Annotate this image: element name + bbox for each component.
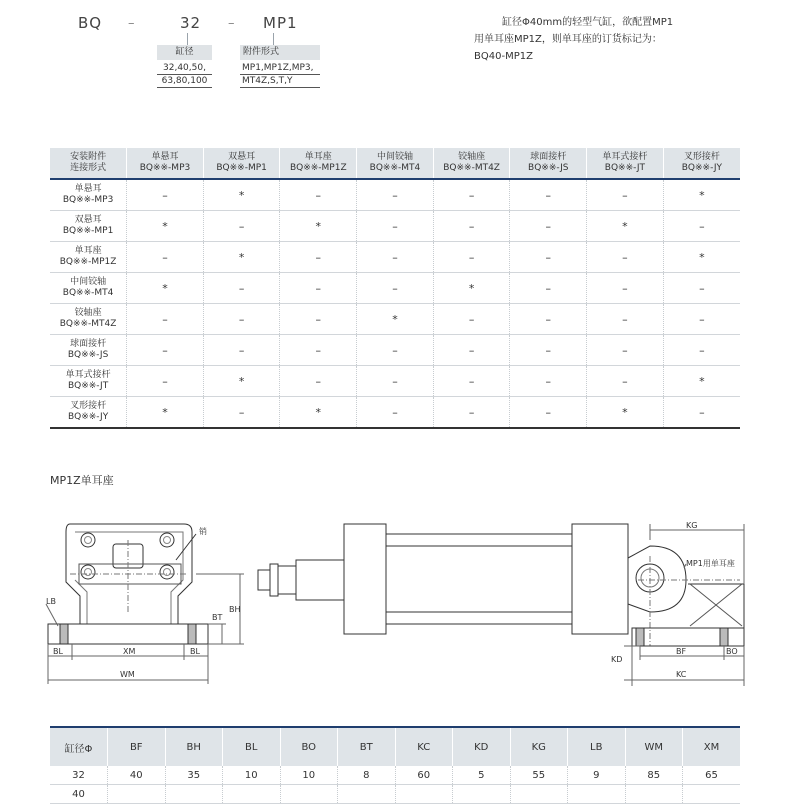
dims-cell: 85	[625, 766, 683, 785]
compat-cell: –	[663, 304, 740, 335]
bore-cell: 32	[50, 766, 108, 785]
dims-cell: 10	[223, 766, 281, 785]
bolt-hole	[160, 565, 174, 579]
rod-nut-flange	[270, 564, 278, 596]
side-view	[258, 521, 744, 686]
bolt-hole	[160, 533, 174, 547]
compat-cell: –	[127, 179, 204, 211]
dim-label-kg: KG	[686, 521, 698, 530]
pin-label: 销	[199, 527, 207, 536]
compat-cell: –	[357, 397, 434, 429]
table-row	[50, 335, 740, 366]
dims-column-header: BH	[165, 727, 223, 766]
compat-cell: –	[510, 179, 587, 211]
compat-cell: –	[357, 179, 434, 211]
accessory-option-line: MT4Z,S,T,Y	[242, 76, 293, 86]
code-accessory: MP1	[263, 14, 298, 32]
compat-cell: –	[127, 366, 204, 397]
dims-cell: 55	[510, 766, 568, 785]
dims-column-header: LB	[568, 727, 626, 766]
dims-column-header: KG	[510, 727, 568, 766]
compat-cell: –	[280, 335, 357, 366]
dims-cell	[568, 785, 626, 804]
row-header: 双悬耳 BQ※※-MP1	[50, 211, 127, 242]
dim-label-wm: WM	[120, 670, 135, 679]
compat-cell: *	[280, 211, 357, 242]
compat-cell: *	[127, 211, 204, 242]
bore-label: 缸径	[157, 45, 212, 60]
rod-lock	[278, 566, 296, 594]
compat-cell: –	[433, 397, 510, 429]
dims-cell	[165, 785, 223, 804]
option-rule	[157, 87, 212, 88]
compat-cell: –	[663, 211, 740, 242]
compat-cell: *	[587, 211, 664, 242]
rod-cover	[296, 560, 344, 600]
dims-cell: 9	[568, 766, 626, 785]
compat-column-header: 球面接杆 BQ※※-JS	[510, 148, 587, 179]
dim-label-kd: KD	[611, 655, 623, 664]
dims-cell: 60	[395, 766, 453, 785]
compat-cell: *	[433, 273, 510, 304]
compat-cell: –	[587, 335, 664, 366]
connector-line	[273, 33, 274, 45]
compat-header-row	[50, 148, 740, 179]
note-line: 缸径Φ40mm的轻型气缸，欲配置MP1	[502, 17, 674, 28]
compat-cell: –	[663, 335, 740, 366]
dims-column-header: BL	[223, 727, 281, 766]
table-row	[50, 179, 740, 211]
compat-cell: –	[433, 304, 510, 335]
dims-cell	[510, 785, 568, 804]
dims-cell	[223, 785, 281, 804]
order-note	[474, 14, 704, 65]
table-row	[50, 304, 740, 335]
dims-column-header: XM	[683, 727, 741, 766]
bore-option-line: 63,80,100	[161, 76, 208, 86]
dims-column-header: 缸径Φ	[50, 727, 108, 766]
rear-cover	[572, 524, 628, 634]
bolt-hole	[81, 565, 95, 579]
compat-cell: –	[587, 242, 664, 273]
compat-cell: –	[433, 242, 510, 273]
lb-leader	[46, 604, 58, 626]
dims-cell	[395, 785, 453, 804]
compat-cell: –	[357, 366, 434, 397]
compat-cell: –	[127, 304, 204, 335]
compat-column-header: 铰轴座 BQ※※-MT4Z	[433, 148, 510, 179]
code-prefix: BQ	[78, 14, 103, 32]
dims-column-header: BO	[280, 727, 338, 766]
table-row	[50, 785, 740, 804]
compat-column-header: 单耳式接杆 BQ※※-JT	[587, 148, 664, 179]
table-row	[50, 397, 740, 429]
mount-bolt	[636, 628, 644, 646]
option-rule	[240, 74, 320, 75]
dims-column-header: KC	[395, 727, 453, 766]
compat-cell: –	[510, 335, 587, 366]
pin-leader	[176, 534, 196, 560]
dims-cell	[625, 785, 683, 804]
compat-column-header: 单悬耳 BQ※※-MP3	[127, 148, 204, 179]
compat-cell: *	[663, 179, 740, 211]
compat-cell: *	[280, 397, 357, 429]
compat-cell: –	[510, 242, 587, 273]
front-cover	[344, 524, 386, 634]
compat-cell: –	[280, 304, 357, 335]
dims-cell: 5	[453, 766, 511, 785]
dim-label-bo: BO	[726, 647, 738, 656]
compat-cell: *	[203, 179, 280, 211]
compat-column-header: 中间铰轴 BQ※※-MT4	[357, 148, 434, 179]
row-header: 单耳式接杆 BQ※※-JT	[50, 366, 127, 397]
compat-cell: –	[510, 211, 587, 242]
accessory-option-line: MP1,MP1Z,MP3,	[242, 63, 314, 73]
dims-header-row	[50, 727, 740, 766]
dim-label-bl: BL	[53, 647, 63, 656]
compat-column-header: 单耳座 BQ※※-MP1Z	[280, 148, 357, 179]
dims-cell	[338, 785, 396, 804]
table-row	[50, 242, 740, 273]
dim-label-xm: XM	[123, 647, 136, 656]
section-title: MP1Z单耳座	[50, 474, 114, 487]
mp1z-drawing	[0, 500, 792, 700]
dims-column-header: KD	[453, 727, 511, 766]
row-header: 单耳座 BQ※※-MP1Z	[50, 242, 127, 273]
compat-cell: –	[510, 366, 587, 397]
compat-cell: –	[357, 335, 434, 366]
row-header: 叉形接杆 BQ※※-JY	[50, 397, 127, 429]
compat-cell: –	[203, 304, 280, 335]
compat-column-header: 叉形接杆 BQ※※-JY	[663, 148, 740, 179]
compat-cell: –	[510, 273, 587, 304]
bolt-hole	[164, 537, 171, 544]
compat-cell: –	[433, 366, 510, 397]
compat-cell: *	[357, 304, 434, 335]
compat-cell: –	[433, 211, 510, 242]
compat-cell: *	[203, 242, 280, 273]
compat-cell: –	[280, 242, 357, 273]
table-row	[50, 366, 740, 397]
cylinder-barrel	[386, 534, 572, 624]
compat-cell: *	[663, 366, 740, 397]
compat-column-header: 双悬耳 BQ※※-MP1	[203, 148, 280, 179]
clevis-eye	[628, 546, 686, 612]
compat-cell: –	[510, 397, 587, 429]
mount-bolt	[720, 628, 728, 646]
dims-cell	[280, 785, 338, 804]
bore-cell: 40	[50, 785, 108, 804]
compat-cell: –	[280, 273, 357, 304]
compat-cell: –	[510, 304, 587, 335]
dims-cell: 40	[108, 766, 166, 785]
compat-cell: –	[587, 304, 664, 335]
dim-label-bt: BT	[212, 613, 223, 622]
compat-cell: –	[357, 273, 434, 304]
row-header: 铰轴座 BQ※※-MT4Z	[50, 304, 127, 335]
compat-cell: –	[127, 335, 204, 366]
code-dash: –	[228, 16, 235, 31]
compat-cell: –	[587, 273, 664, 304]
dims-cell: 8	[338, 766, 396, 785]
compat-cell: –	[127, 242, 204, 273]
dims-column-header: BT	[338, 727, 396, 766]
dims-cell: 35	[165, 766, 223, 785]
dims-cell	[683, 785, 741, 804]
front-view	[46, 524, 244, 684]
dim-label-kc: KC	[676, 670, 687, 679]
connector-line	[187, 33, 188, 45]
compat-cell: *	[663, 242, 740, 273]
compat-cell: –	[357, 211, 434, 242]
compat-cell: –	[203, 397, 280, 429]
base-plate	[48, 624, 208, 644]
compat-cell: *	[127, 397, 204, 429]
compat-cell: –	[663, 397, 740, 429]
compat-corner-header: 安装附件 连接形式	[50, 148, 127, 179]
accessory-label: 附件形式	[240, 45, 320, 60]
dim-label-lb: LB	[46, 597, 56, 606]
compat-cell: –	[587, 179, 664, 211]
bolt-hole	[85, 537, 92, 544]
row-header: 球面接杆 BQ※※-JS	[50, 335, 127, 366]
dims-cell	[453, 785, 511, 804]
dims-cell	[108, 785, 166, 804]
mp1-label-text: MP1用单耳座	[686, 559, 735, 568]
compat-cell: –	[203, 335, 280, 366]
table-row	[50, 273, 740, 304]
option-rule	[240, 87, 320, 88]
compat-cell: *	[127, 273, 204, 304]
dims-column-header: WM	[625, 727, 683, 766]
compat-cell: *	[203, 366, 280, 397]
dims-cell: 65	[683, 766, 741, 785]
row-header: 中间铰轴 BQ※※-MT4	[50, 273, 127, 304]
compat-cell: *	[587, 397, 664, 429]
dims-column-header: BF	[108, 727, 166, 766]
compatibility-table	[50, 148, 740, 429]
bolt-hole	[81, 533, 95, 547]
option-rule	[157, 74, 212, 75]
compat-cell: –	[203, 211, 280, 242]
compat-cell: –	[587, 366, 664, 397]
mount-bolt	[188, 624, 196, 644]
note-line: 用单耳座MP1Z，则单耳座的订货标记为：	[474, 34, 662, 45]
row-header: 单悬耳 BQ※※-MP3	[50, 179, 127, 211]
code-dash: –	[128, 16, 135, 31]
dim-label-bh: BH	[229, 605, 241, 614]
table-row	[50, 766, 740, 785]
note-line: BQ40-MP1Z	[474, 51, 533, 62]
dims-cell: 10	[280, 766, 338, 785]
compat-cell: –	[280, 366, 357, 397]
dim-label-bf: BF	[676, 647, 687, 656]
compat-cell: –	[203, 273, 280, 304]
compat-cell: –	[663, 273, 740, 304]
compat-cell: –	[433, 335, 510, 366]
compat-cell: –	[357, 242, 434, 273]
code-bore: 32	[180, 14, 202, 32]
compat-cell: –	[280, 179, 357, 211]
dim-label-bl: BL	[190, 647, 200, 656]
bracket-inner-edge	[75, 580, 87, 624]
mount-bolt	[60, 624, 68, 644]
bore-option-line: 32,40,50,	[163, 63, 206, 73]
rod-nut	[258, 570, 270, 590]
dimension-table	[50, 726, 740, 804]
table-row	[50, 211, 740, 242]
compat-cell: –	[433, 179, 510, 211]
